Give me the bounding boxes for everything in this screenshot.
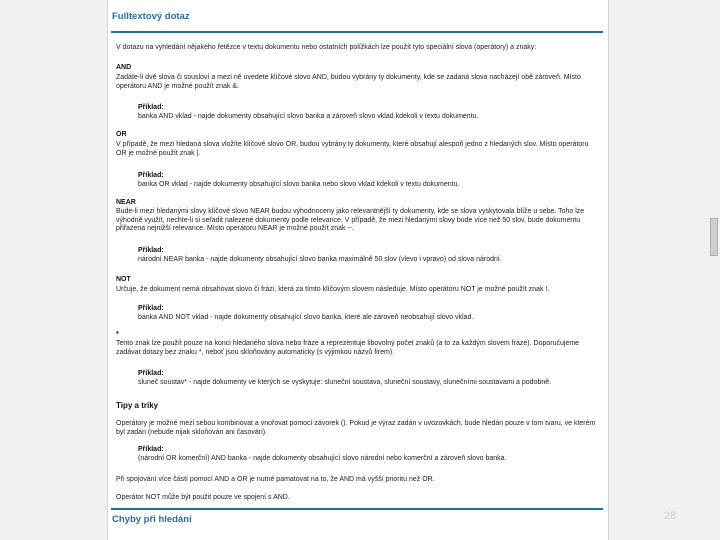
tips-example bbox=[138, 446, 593, 463]
example-label: Příklad: bbox=[138, 305, 164, 312]
next-section-title: Chyby při hledání bbox=[112, 514, 192, 525]
operator-text-not: Určuje, že dokument nemá obsahovat slovo či frázi, která za tímto klíčovým slovem následuje. Místo operátoru NOT je možné použít znak !. bbox=[116, 286, 550, 293]
document-page bbox=[107, 0, 609, 540]
slide-number: 28 bbox=[664, 510, 677, 522]
operator-heading-asterisk: * bbox=[116, 331, 119, 338]
example-label: Příklad: bbox=[138, 370, 164, 377]
example-and bbox=[138, 104, 593, 121]
example-label: Příklad: bbox=[138, 172, 164, 179]
example-not bbox=[138, 305, 593, 322]
operator-text-or: V případě, že mezi hledaná slova vložíte klíčové slovo OR, budou vybrány ty dokumenty, které obsahují alespoň jedno z hledaných slov. Místo operátoru OR je možné použít znak |. bbox=[116, 141, 589, 157]
tips-heading: Tipy a triky bbox=[116, 401, 159, 410]
example-label: Příklad: bbox=[138, 446, 164, 453]
operator-text-near: Bude-li mezi hledanými slovy klíčové slovo NEAR budou vyhodnoceny jako relevantnější ty dokumenty, kde se slova vyskytovala blíže u sebe. Toho lze výhodně využít, nechte-li si seřadit nalezené dokumenty podle relevance. V případě, že mezi hledanými slovy bude více než 50 slov, bude dokumentu přiřazena nejnižší relevance. Místo operátoru NEAR je možné použít znak ~. bbox=[116, 208, 585, 233]
scrollbar-thumb[interactable] bbox=[710, 218, 718, 256]
operator-text-asterisk: Tento znak lze použít pouze na konci hledaného slova nebo fráze a reprezentuje libovolný počet znaků (a to za každým slovem fráze). Doporučujeme zadávat dotazy bez znaku *, neboť jsou skloňovány automaticky (s výjimkou názvů firem). bbox=[116, 340, 580, 356]
operator-heading-or: OR bbox=[116, 131, 127, 138]
example-text: sluneč soustav* - najde dokumenty ve kterých se vyskytuje: sluneční soustava, sluneční soustavy, slunečními soustavami a podobně. bbox=[138, 378, 552, 386]
intro-text: V dotazu na vyhledání nějakého řetězce v textu dokumentu nebo ostatních polížkách lze použít tyto speciální slova (operátory) a znaky: bbox=[116, 44, 537, 51]
example-asterisk bbox=[138, 370, 593, 387]
section-divider bbox=[111, 508, 603, 510]
tips-not-text: Operátor NOT může být použit pouze ve spojení s AND. bbox=[116, 494, 290, 501]
example-text: banka AND NOT vklad - najde dokumenty obsahující slovo banka, které ale zároveň neobsahují slovo vklad. bbox=[138, 313, 474, 321]
example-or bbox=[138, 172, 593, 189]
tips-priority-text: Při spojování více částí pomocí AND a OR je nutné pamatovat na to, že AND má vyšší prioritu než OR. bbox=[116, 476, 435, 483]
example-text: banka OR vklad - najde dokumenty obsahující slovo banka nebo slovo vklad kdekoli v textu dokumentu. bbox=[138, 180, 460, 188]
example-text: (národní OR komerční) AND banka - najde dokumenty obsahující slovo národní nebo komerční a zároveň slovo banka. bbox=[138, 454, 507, 462]
example-label: Příklad: bbox=[138, 104, 164, 111]
example-label: Příklad: bbox=[138, 247, 164, 254]
operator-heading-near: NEAR bbox=[116, 199, 136, 206]
tips-text: Operátory je možné mezi sebou kombinovat a vnořovat pomocí závorek (). Pokud je výraz zadán v uvozovkách, bude hledán pouze v tom tvaru, ve kterém byl zadán (nebude nijak skloňován ani časován). bbox=[116, 420, 596, 436]
section-divider bbox=[111, 31, 603, 33]
example-near bbox=[138, 247, 593, 264]
operator-heading-and: AND bbox=[116, 64, 132, 71]
operator-heading-not: NOT bbox=[116, 276, 131, 283]
example-text: banka AND vklad - najde dokumenty obsahující slovo banka a zároveň slovo vklad kdekoli v textu dokumentu. bbox=[138, 112, 479, 120]
example-text: národní NEAR banka - najde dokumenty obsahující slovo banka maximálně 50 slov (vlevo i vpravo) od slova národní. bbox=[138, 255, 502, 263]
operator-text-and: Zadáte-li dvě slova či sousloví a mezi ně uvedete klíčové slovo AND, budou vybrány ty dokumenty, kde se zadaná slova nacházejí obě zároveň. Místo operátoru AND je možné použít znak &. bbox=[116, 74, 581, 90]
section-title: Fulltextový dotaz bbox=[112, 11, 190, 22]
